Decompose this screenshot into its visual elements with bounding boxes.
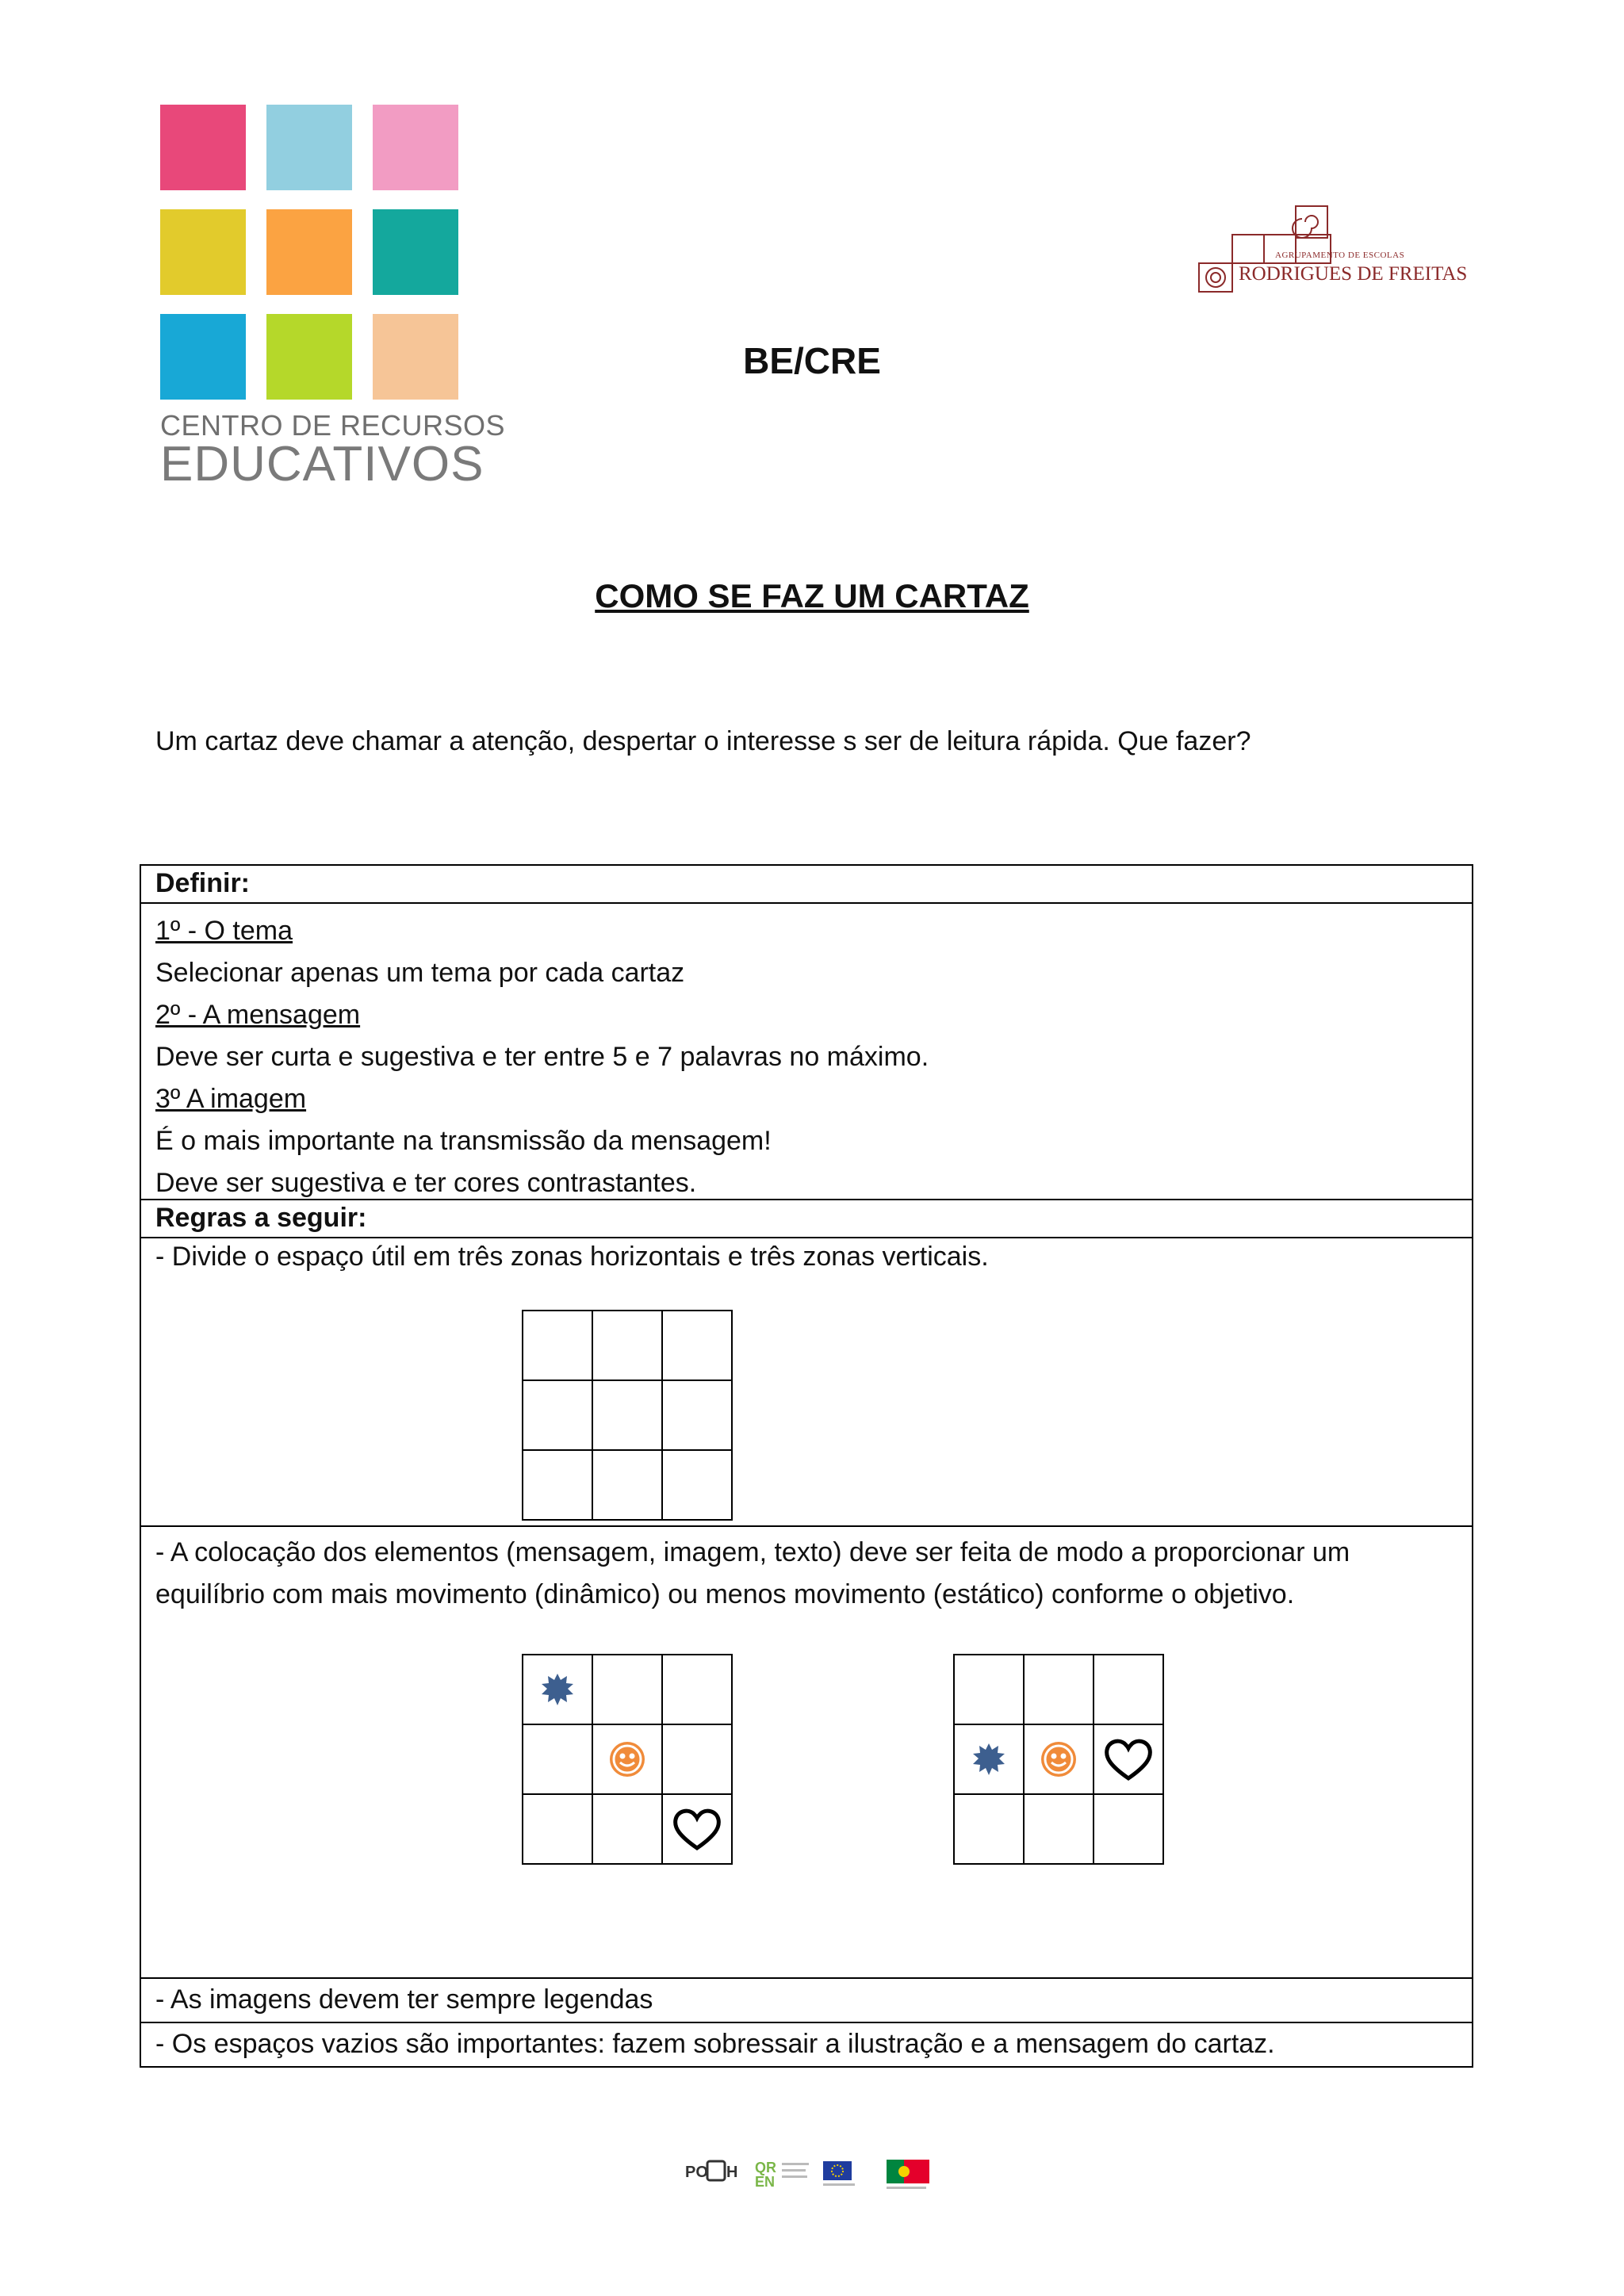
grid-cell (523, 1311, 592, 1380)
orange-smiley-icon (607, 1739, 648, 1780)
grid-cell (592, 1655, 662, 1724)
grid-cell (1024, 1794, 1094, 1864)
footer-funding-logos (684, 2150, 937, 2195)
grid-cell (662, 1794, 732, 1864)
grid-cell (1094, 1655, 1163, 1724)
table-row-rule2 (141, 1527, 1472, 1979)
grid-cell (523, 1655, 592, 1724)
svg-text:PO: PO (685, 2164, 708, 2181)
definir-heading: Definir: (155, 868, 250, 898)
portugal-flag-icon (887, 2160, 929, 2189)
item2-text: Deve ser curta e sugestiva e ter entre 5 e 7 palavras no máximo. (155, 1042, 929, 1072)
item1-title: 1º - O tema (155, 916, 293, 946)
grid-cell (954, 1655, 1024, 1724)
cre-logo-line2: EDUCATIVOS (160, 437, 485, 492)
item3-title: 3º A imagem (155, 1084, 307, 1114)
logo-square (266, 105, 352, 190)
grid-cell (1094, 1724, 1163, 1794)
grid-cell (954, 1794, 1024, 1864)
heart-outline-icon (1102, 1735, 1155, 1783)
svg-text:QR: QR (755, 2160, 776, 2175)
three-by-three-grid (522, 1310, 733, 1521)
grid-cell (662, 1311, 732, 1380)
svg-text:EN: EN (755, 2174, 776, 2190)
poph-logo-icon (685, 2161, 737, 2181)
blue-splat-icon (970, 1740, 1008, 1778)
item1-text: Selecionar apenas um tema por cada cartaz (155, 958, 685, 988)
rule3-text: - As imagens devem ter sempre legendas (155, 1984, 653, 2015)
cre-logo (160, 105, 506, 492)
grid-cell (523, 1794, 592, 1864)
grid-cell (954, 1724, 1024, 1794)
item3-text2: Deve ser sugestiva e ter cores contrastantes. (155, 1168, 697, 1198)
rule2-line2: equilíbrio com mais movimento (dinâmico) ou menos movimento (estático) conforme o objetivo. (155, 1579, 1295, 1609)
heart-outline-icon (671, 1805, 723, 1853)
regras-heading: Regras a seguir: (155, 1203, 367, 1233)
school-logo-name: RODRIGUES DE FREITAS (1239, 263, 1468, 285)
content-table (140, 864, 1473, 2068)
grid-cell (1024, 1655, 1094, 1724)
grid-cell (592, 1311, 662, 1380)
blue-splat-icon (538, 1670, 576, 1709)
logo-square (373, 105, 458, 190)
rule1-text: - Divide o espaço útil em três zonas horizontais e três zonas verticais. (155, 1242, 989, 1272)
item2-title: 2º - A mensagem (155, 1000, 361, 1030)
qren-logo-icon (755, 2160, 809, 2190)
grid-cell (662, 1724, 732, 1794)
grid-cell (1094, 1794, 1163, 1864)
header-code: BE/CRE (743, 340, 881, 381)
cre-logo-line1: CENTRO DE RECURSOS (160, 409, 506, 442)
svg-text:H: H (726, 2164, 738, 2181)
table-row-definir (141, 904, 1472, 1200)
rule2-line1: - A colocação dos elementos (mensagem, imagem, texto) deve ser feita de modo a proporcionar um (155, 1537, 1350, 1567)
item3-text1: É o mais importante na transmissão da mensagem! (155, 1126, 772, 1156)
logo-square (160, 105, 246, 190)
grid-cell (1024, 1724, 1094, 1794)
logo-square (266, 209, 352, 295)
table-row-regras-heading (141, 1200, 1472, 1238)
page-title: COMO SE FAZ UM CARTAZ (595, 577, 1029, 614)
table-row-rule3 (141, 1979, 1472, 2023)
grid-cell (662, 1380, 732, 1450)
logo-square (373, 209, 458, 295)
orange-smiley-icon (1038, 1739, 1079, 1780)
grid-cell (592, 1450, 662, 1520)
grid-cell (662, 1655, 732, 1724)
intro-paragraph: Um cartaz deve chamar a atenção, despertar o interesse s ser de leitura rápida. Que fazer? (155, 726, 1251, 756)
logo-square (160, 209, 246, 295)
school-logo-small-text: AGRUPAMENTO DE ESCOLAS (1275, 251, 1405, 260)
static-layout-grid (953, 1654, 1164, 1865)
eu-flag-icon (823, 2161, 855, 2186)
grid-cell (592, 1380, 662, 1450)
grid-cell (523, 1724, 592, 1794)
table-row-definir-heading (141, 866, 1472, 904)
rule4-text: - Os espaços vazios são importantes: fazem sobressair a ilustração e a mensagem do cartaz. (155, 2029, 1275, 2059)
table-row-rule4 (141, 2023, 1472, 2066)
school-logo (1196, 203, 1468, 295)
grid-cell (592, 1794, 662, 1864)
grid-cell (592, 1724, 662, 1794)
grid-cell (523, 1380, 592, 1450)
table-row-rule1 (141, 1238, 1472, 1527)
grid-cell (662, 1450, 732, 1520)
grid-cell (523, 1450, 592, 1520)
dynamic-layout-grid (522, 1654, 733, 1865)
